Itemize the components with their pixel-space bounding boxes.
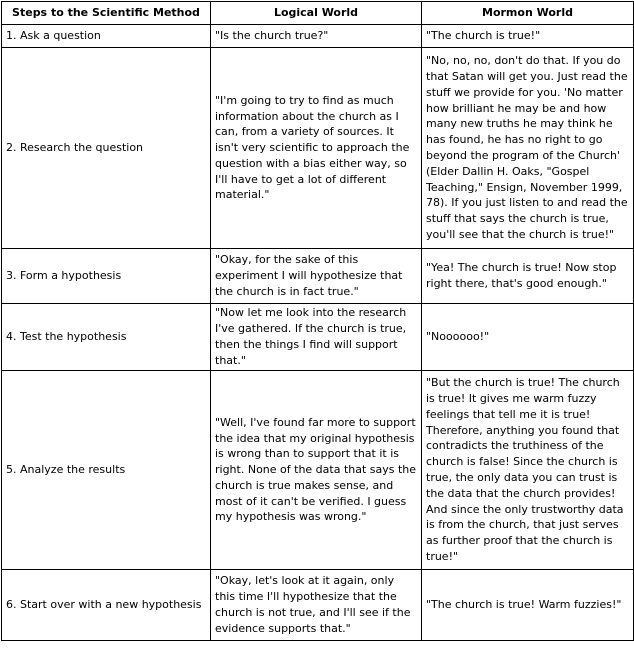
table-row [2,304,634,371]
logical-cell: "Okay, for the sake of this experiment I will hypothesize that the church is in fact true." [211,249,422,304]
mormon-cell: "Noooooo!" [422,304,634,371]
table-row [2,25,634,48]
mormon-cell: "But the church is true! The church is true! It gives me warm fuzzy feelings that tell me it is true! Therefore, anything you found that contradicts the truthiness of the church is false! Since the church is true, the only data you can trust is the data that the church provides! And since the only trustworthy data is from the church, that just serves as further proof that the church is true!" [422,371,634,570]
step-cell: 1. Ask a question [2,25,211,48]
header-logical-world: Logical World [211,2,422,25]
step-cell: 4. Test the hypothesis [2,304,211,371]
header-mormon-world: Mormon World [422,2,634,25]
logical-cell: "Now let me look into the research I've gathered. If the church is true, then the things I find will support that." [211,304,422,371]
table-row [2,48,634,249]
step-cell: 6. Start over with a new hypothesis [2,570,211,641]
mormon-cell: "The church is true!" [422,25,634,48]
step-cell: 3. Form a hypothesis [2,249,211,304]
logical-cell: "Well, I've found far more to support the idea that my original hypothesis is wrong than to support that it is right. None of the data that says the church is true makes sense, and most of it can't be verified. I guess my hypothesis was wrong." [211,371,422,570]
logical-cell: "Okay, let's look at it again, only this time I'll hypothesize that the church is not true, and I'll see if the evidence supports that." [211,570,422,641]
table-row [2,570,634,641]
table-row [2,371,634,570]
step-cell: 2. Research the question [2,48,211,249]
logical-cell: "Is the church true?" [211,25,422,48]
mormon-cell: "The church is true! Warm fuzzies!" [422,570,634,641]
mormon-cell: "Yea! The church is true! Now stop right there, that's good enough." [422,249,634,304]
comparison-table [1,1,634,641]
step-cell: 5. Analyze the results [2,371,211,570]
header-steps: Steps to the Scientific Method [2,2,211,25]
mormon-cell: "No, no, no, don't do that. If you do that Satan will get you. Just read the stuff we provide for you. 'No matter how brilliant he may be and how many new truths he may think he has found, he has no right to go beyond the program of the Church' (Elder Dallin H. Oaks, "Gospel Teaching," Ensign, November 1999, 78). If you just listen to and read the stuff that says the church is true, you'll see that the church is true!" [422,48,634,249]
header-row [2,2,634,25]
table-row [2,249,634,304]
logical-cell: "I'm going to try to find as much information about the church as I can, from a variety of sources. It isn't very scientific to approach the question with a bias either way, so I'll have to get a lot of different material." [211,48,422,249]
